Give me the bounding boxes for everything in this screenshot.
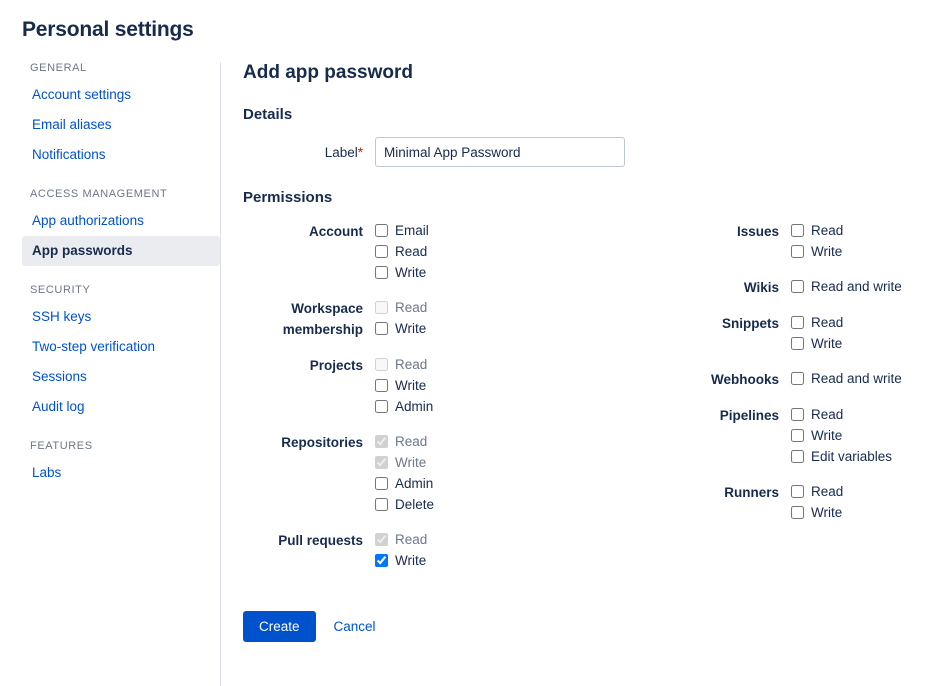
permission-option-label: Read: [811, 223, 844, 238]
permission-group-label: Account: [309, 224, 363, 239]
permission-option: [791, 404, 916, 425]
permission-option-label: Delete: [395, 497, 435, 512]
sidebar-item-sessions[interactable]: Sessions: [32, 369, 87, 384]
permission-option-label: Read: [395, 244, 428, 259]
permission-option: [375, 318, 663, 339]
permission-option: [791, 220, 916, 241]
permission-option-label: Write: [395, 321, 427, 336]
sidebar-group-title: ACCESS MANAGEMENT: [30, 188, 168, 200]
permission-option-label: Write: [395, 455, 427, 470]
sidebar-item-labs[interactable]: Labs: [32, 465, 62, 480]
permission-group-label: Pipelines: [719, 408, 779, 423]
form-actions: [243, 611, 916, 642]
permission-options: [791, 276, 916, 298]
permission-group-label: Wikis: [743, 280, 779, 295]
permission-option: [791, 333, 916, 354]
checkbox-repositories-write: [375, 456, 388, 469]
checkbox-webhooks-read-and-write[interactable]: [791, 372, 804, 385]
permission-group: [243, 220, 663, 283]
sidebar-group-title: GENERAL: [30, 62, 87, 74]
permission-group: [243, 354, 663, 417]
permission-option-label: Read: [395, 300, 428, 315]
checkbox-wikis-read-and-write[interactable]: [791, 280, 804, 293]
sidebar-item-two-step-verification[interactable]: Two-step verification: [32, 339, 156, 354]
permission-option: [791, 276, 916, 297]
permission-option-label: Read and write: [811, 371, 902, 386]
checkbox-issues-read[interactable]: [791, 224, 804, 237]
permission-option: [375, 241, 663, 262]
permission-option: [791, 481, 916, 502]
permissions-columns: [243, 220, 916, 585]
page-title: Personal settings: [22, 18, 194, 41]
permission-option: [791, 425, 916, 446]
cancel-link[interactable]: Cancel: [333, 619, 376, 634]
permission-option-label: Write: [811, 244, 843, 259]
permission-option: [791, 241, 916, 262]
checkbox-projects-write[interactable]: [375, 379, 388, 392]
checkbox-account-email[interactable]: [375, 224, 388, 237]
checkbox-pull-requests-read: [375, 533, 388, 546]
details-section-title: Details: [243, 106, 293, 123]
settings-layout: [0, 62, 936, 686]
permission-group: [243, 529, 663, 571]
permission-option-label: Write: [811, 336, 843, 351]
permission-options: [375, 297, 663, 340]
permission-options: [791, 404, 916, 467]
checkbox-account-read[interactable]: [375, 245, 388, 258]
permission-group-label: Issues: [736, 224, 779, 239]
permission-option-label: Read: [811, 484, 844, 499]
permission-option-label: Email: [395, 223, 429, 238]
permission-options: [791, 312, 916, 354]
permission-option-label: Read and write: [811, 279, 902, 294]
sidebar-group-title: FEATURES: [30, 440, 93, 452]
form-heading: Add app password: [243, 62, 413, 83]
permission-option: [375, 473, 663, 494]
checkbox-repositories-admin[interactable]: [375, 477, 388, 490]
sidebar-item-app-passwords[interactable]: App passwords: [22, 236, 220, 266]
permission-group: [663, 276, 916, 298]
permission-option-label: Read: [811, 407, 844, 422]
sidebar-item-account-settings[interactable]: Account settings: [32, 87, 132, 102]
permission-group-label: Snippets: [721, 316, 779, 331]
permission-group-label: Repositories: [281, 435, 363, 450]
permission-option-label: Admin: [395, 476, 434, 491]
permission-option-label: Write: [395, 265, 427, 280]
permission-options: [375, 354, 663, 417]
checkbox-runners-write[interactable]: [791, 506, 804, 519]
create-button[interactable]: Create: [243, 611, 316, 642]
checkbox-snippets-read[interactable]: [791, 316, 804, 329]
permissions-section-title: Permissions: [243, 189, 333, 206]
sidebar-item-email-aliases[interactable]: Email aliases: [32, 117, 112, 132]
permission-options: [375, 220, 663, 283]
checkbox-pull-requests-write[interactable]: [375, 554, 388, 567]
permission-option: [375, 262, 663, 283]
permission-option: [375, 297, 663, 318]
checkbox-workspace-membership-write[interactable]: [375, 322, 388, 335]
sidebar-item-audit-log[interactable]: Audit log: [32, 399, 85, 414]
label-input[interactable]: [375, 137, 625, 167]
permission-options: [791, 481, 916, 523]
permission-option-label: Write: [811, 505, 843, 520]
permission-option-label: Edit variables: [811, 449, 893, 464]
permission-group: [663, 404, 916, 467]
permission-group: [243, 431, 663, 515]
sidebar-nav: [0, 62, 220, 686]
checkbox-projects-read: [375, 358, 388, 371]
permission-group-label: Runners: [724, 485, 779, 500]
checkbox-workspace-membership-read: [375, 301, 388, 314]
permission-option: [375, 396, 663, 417]
permission-option: [791, 312, 916, 333]
permission-group-label: Workspace membership: [282, 301, 363, 337]
checkbox-runners-read[interactable]: [791, 485, 804, 498]
permission-option: [791, 446, 916, 467]
permission-group-label: Pull requests: [278, 533, 363, 548]
permission-option-label: Write: [395, 378, 427, 393]
checkbox-pipelines-write[interactable]: [791, 429, 804, 442]
permission-option-label: Read: [811, 315, 844, 330]
permission-option-label: Read: [395, 532, 428, 547]
permission-option: [375, 220, 663, 241]
permission-options: [791, 220, 916, 262]
permission-option: [375, 550, 663, 571]
permission-group: [663, 312, 916, 354]
permission-option-label: Read: [395, 434, 428, 449]
permission-group: [243, 297, 663, 340]
permission-group: [663, 220, 916, 262]
permission-option: [375, 431, 663, 452]
sidebar-item-app-authorizations[interactable]: App authorizations: [32, 213, 144, 228]
permissions-left-column: [243, 220, 663, 585]
permission-option: [375, 494, 663, 515]
permission-option: [375, 354, 663, 375]
checkbox-pipelines-edit-variables[interactable]: [791, 450, 804, 463]
permission-option-label: Write: [395, 553, 427, 568]
permission-group: [663, 481, 916, 523]
permission-options: [375, 431, 663, 515]
required-marker: *: [357, 144, 363, 160]
permission-group-label: Projects: [309, 358, 363, 373]
permission-group: [663, 368, 916, 390]
checkbox-repositories-read: [375, 435, 388, 448]
permission-option: [791, 368, 916, 389]
checkbox-snippets-write[interactable]: [791, 337, 804, 350]
label-field-row: [243, 137, 916, 167]
permission-option: [375, 452, 663, 473]
checkbox-repositories-delete[interactable]: [375, 498, 388, 511]
sidebar-item-ssh-keys[interactable]: SSH keys: [32, 309, 92, 324]
permission-option: [375, 529, 663, 550]
permission-option: [791, 502, 916, 523]
checkbox-issues-write[interactable]: [791, 245, 804, 258]
checkbox-pipelines-read[interactable]: [791, 408, 804, 421]
label-field-text: Label: [324, 144, 358, 160]
permission-option-label: Read: [395, 357, 428, 372]
permission-option-label: Admin: [395, 399, 434, 414]
main-content: [221, 62, 936, 686]
permission-option: [375, 375, 663, 396]
label-field-label: [243, 145, 375, 160]
checkbox-projects-admin[interactable]: [375, 400, 388, 413]
permission-option-label: Write: [811, 428, 843, 443]
sidebar-group-title: SECURITY: [30, 284, 91, 296]
permission-options: [791, 368, 916, 390]
sidebar-item-notifications[interactable]: Notifications: [32, 147, 106, 162]
permissions-right-column: [663, 220, 916, 585]
permission-group-label: Webhooks: [710, 372, 779, 387]
permission-options: [375, 529, 663, 571]
checkbox-account-write[interactable]: [375, 266, 388, 279]
